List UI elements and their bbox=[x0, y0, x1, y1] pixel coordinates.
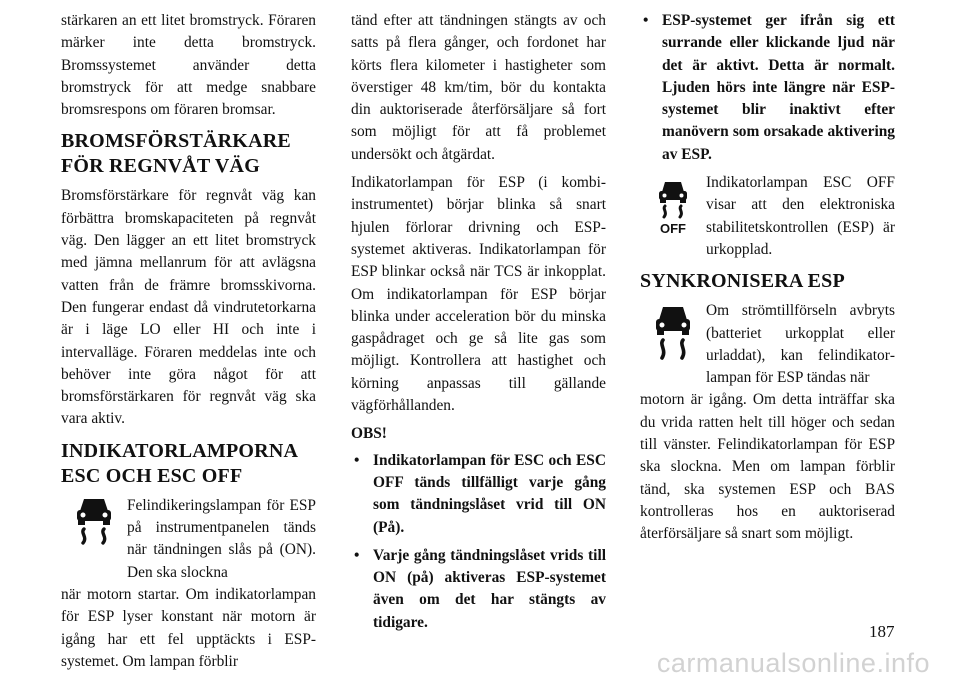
esc-continued-paragraph: när motorn startar. Om indikatorlampan för ESP lyser konstant när motorn är igång har ett fel upptäckts i ESP-systemet. Om lampan förblir bbox=[61, 585, 316, 670]
esc-icon-paragraph bbox=[61, 495, 316, 584]
esp-sound-bullet-item: • ESP-systemet ger ifrån sig ett surrande eller klickande ljud när det är aktivt. Detta är normalt. Ljuden hörs inte längre när ESP-systemet blir inaktivt efter manövern som orsakade aktivering av ESP. bbox=[640, 10, 895, 166]
watermark: carmanualsonline.info bbox=[656, 648, 930, 678]
column-left bbox=[61, 10, 316, 679]
note-label: OBS! bbox=[351, 425, 387, 443]
note-bullet-list bbox=[351, 450, 606, 634]
sync-esp-continued-paragraph: motorn är igång. Om detta inträffar ska du vrida ratten helt till höger och sedan till vänster. Felindikatorlampan för ESP ska slockna. Men om lampan förblir tänd, ska systemen ESP och BAS kontrolleras hos en auktoriserad återförsäljare så snart som möjligt. bbox=[640, 391, 895, 543]
off-icon-label: OFF bbox=[660, 221, 686, 237]
page-number: 187 bbox=[869, 622, 895, 641]
intro-paragraph: stärkaren an ett litet bromstryck. Föraren märker inte detta bromstryck. Bromssystemet använder detta bromstryck för att medge snabbare bromsrespons om föraren bromsar. bbox=[61, 12, 316, 119]
note-bullet-item: • Varje gång tändningslåset vrids till ON (på) aktiveras ESP-systemet även om det har stängts av tidigare. bbox=[351, 545, 606, 634]
note-bullet-item: • Indikatorlampan för ESC och ESC OFF tänds tillfälligt varje gång som tändningslåset vrid till ON (På). bbox=[351, 450, 606, 539]
sync-esp-icon-text: Om strömtillförseln avbryts (batteriet urkopplat eller urladdat), kan felindikatorlampan för ESP tändas när bbox=[706, 302, 895, 387]
column-right bbox=[640, 10, 895, 552]
heading-brake-assist-wet-road: BROMSFÖRSTÄRKARE FÖR REGNVÅT VÄG bbox=[61, 130, 291, 178]
esc-off-icon bbox=[640, 172, 706, 236]
sync-esp-icon-paragraph bbox=[640, 300, 895, 389]
esc-off-icon-text: Indikatorlampan ESC OFF visar att den elektroniska stabilitetskontrollen (ESP) är urkopplad. bbox=[706, 174, 895, 258]
lamp-remains-paragraph: tänd efter att tändningen stängts av och satts på flera gånger, och fordonet har körts flera kilometer i hastigheter som överstiger 48 km/tim, bör du kontakta din auktoriserade återförsäljare så fort som möjligt för att få problemet undersökt och åtgärdat. bbox=[351, 12, 606, 163]
esp-blinks-paragraph: Indikatorlampan för ESP (i kombiinstrumentet) börjar blinka så snart hjulen förlorar drivning och ESP-systemet aktiveras. Indikatorlampan för ESP blinkar också när TCS är inkopplat. Om indikatorlampan för ESP börjar blinka under acceleration bör du minska gaspådraget och ge så lite gas som möjligt. Kontrollera att hastighet och körning anpassas till gällande vägförhållanden. bbox=[351, 174, 606, 415]
esc-skid-car-icon bbox=[61, 495, 127, 547]
esc-off-icon-paragraph bbox=[640, 172, 895, 261]
heading-sync-esp: SYNKRONISERA ESP bbox=[640, 270, 845, 293]
column-middle bbox=[351, 10, 606, 640]
esp-skid-car-icon bbox=[640, 300, 706, 364]
esp-sound-bullet-list bbox=[640, 10, 895, 166]
esc-icon-text: Felindikeringslampan för ESP på instrumentpanelen tänds när tändningen slås på (ON). Den ska slockna bbox=[127, 496, 316, 581]
heading-esc-indicator-lamps: INDIKATORLAMPORNA ESC OCH ESC OFF bbox=[61, 439, 298, 487]
brake-assist-paragraph: Bromsförstärkare för regnvåt väg kan förbättra bromskapaciteten på regnvåt väg. Den lägger an ett litet bromstryck med jämna mellanrum för att avlägsna vatten från de främre bromsskivorna. Den fungerar endast då vindrutetorkarna är i läge LO eller HI och inte i intervalläge. Föraren meddelas inte och behöver inte göra något för att bromsförstärkaren för regnvåt väg ska vara aktiv. bbox=[61, 187, 316, 428]
